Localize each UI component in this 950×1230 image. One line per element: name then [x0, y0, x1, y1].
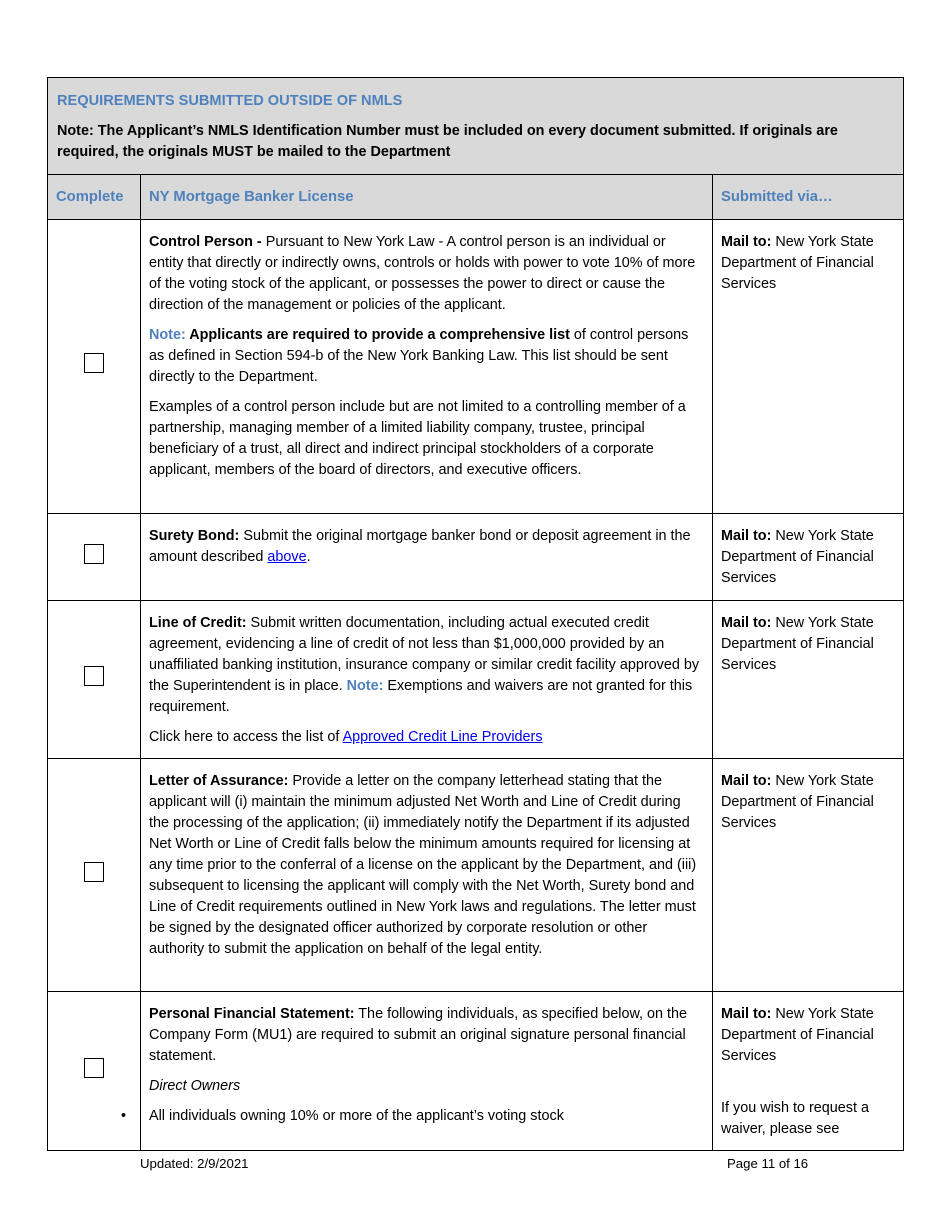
- line-of-credit-body: Submit written documentation, including actual executed credit agreement, evidencing a line of credit of not less than $1,000,000 provided by an unaffiliated banking institution, insurance company or similar credit facility approved by the Superintendent is in place.: [149, 615, 700, 694]
- requirements-document: [47, 77, 903, 1151]
- description-cell: [141, 220, 713, 514]
- header-note: Note: The Applicant’s NMLS Identification Number must be included on every document submitted. If originals are required, the originals MUST be mailed to the Department: [57, 123, 838, 160]
- table-row-letter-of-assurance: [48, 759, 904, 992]
- mail-to-label: Mail to:: [721, 234, 772, 250]
- description-cell: [141, 992, 713, 1151]
- header-cell: [48, 78, 904, 175]
- mail-address: New York State Department of Financial Services: [721, 1006, 874, 1064]
- requirements-table: [47, 77, 904, 1151]
- submitted-via-cell: [713, 514, 904, 601]
- mail-to-line: [721, 1004, 895, 1067]
- surety-bond-checkbox[interactable]: [84, 544, 104, 564]
- mail-address: New York State Department of Financial Services: [721, 234, 874, 292]
- control-person-examples: Examples of a control person include but are not limited to a controlling member of a partnership, managing member of a limited liability company, trustee, principal beneficiary of a trust, all direct and indirect principal stockholders of a corporate applicant, members of the board of directors, and executive officers.: [149, 399, 686, 478]
- direct-owners-subhead: [149, 1076, 704, 1097]
- submitted-via-cell: [713, 220, 904, 514]
- surety-bond-title: Surety Bond:: [149, 528, 240, 544]
- section-title: REQUIREMENTS SUBMITTED OUTSIDE OF NMLS: [57, 93, 403, 109]
- mail-to-label: Mail to:: [721, 615, 772, 631]
- note-text: Exemptions and waivers are not granted for this requirement.: [149, 678, 693, 715]
- note-label: Note:: [346, 678, 384, 694]
- letter-of-assurance-text: [149, 771, 704, 960]
- approved-credit-line-providers-link[interactable]: Approved Credit Line Providers: [342, 729, 543, 745]
- column-header-complete: Complete: [48, 175, 141, 220]
- surety-bond-period: .: [306, 549, 311, 565]
- description-cell: [141, 601, 713, 759]
- column-header-row: [48, 175, 904, 220]
- note-emphasis: Applicants are required to provide a comprehensive list: [189, 327, 570, 343]
- complete-cell: [48, 759, 141, 992]
- personal-financial-statement-text: [149, 1004, 704, 1067]
- note-text: of control persons as defined in Section 594-b of the New York Banking Law. This list should be sent directly to the Department.: [149, 327, 689, 385]
- waiver-text: If you wish to request a waiver, please see: [721, 1100, 869, 1137]
- click-here-text: Click here to access the list of: [149, 729, 343, 745]
- table-row-line-of-credit: [48, 601, 904, 759]
- submitted-via-cell: [713, 992, 904, 1151]
- line-of-credit-text: [149, 613, 704, 718]
- table-row-control-person: [48, 220, 904, 514]
- control-person-intro: [149, 232, 704, 316]
- column-header-submitted: Submitted via…: [713, 175, 904, 220]
- mail-to-label: Mail to:: [721, 1006, 772, 1022]
- header-row: [48, 78, 904, 175]
- note-label: Note:: [149, 327, 190, 343]
- mail-to-label: Mail to:: [721, 528, 772, 544]
- mail-address: New York State Department of Financial Services: [721, 528, 874, 586]
- letter-of-assurance-title: Letter of Assurance:: [149, 773, 289, 789]
- submitted-via-cell: [713, 601, 904, 759]
- complete-cell: [48, 992, 141, 1151]
- line-of-credit-title: Line of Credit:: [149, 615, 247, 631]
- description-cell: [141, 759, 713, 992]
- complete-cell: [48, 601, 141, 759]
- control-person-definition: Pursuant to New York Law - A control person is an individual or entity that directly or indirectly owns, controls or holds with power to vote 10% of more of the voting stock of the applicant, or possesses the power to direct or cause the direction of the management or policies of the applicant.: [149, 234, 696, 313]
- footer-page-number: Page 11 of 16: [727, 1156, 809, 1171]
- control-person-title: Control Person -: [149, 234, 266, 250]
- letter-of-assurance-body: Provide a letter on the company letterhead stating that the applicant will (i) maintain the minimum adjusted Net Worth and Line of Credit during the processing of the application; (ii) immediately notify the Department if its adjusted Net Worth or Line of Credit falls below the minimum amounts required for licensing at any time prior to the conferral of a license on the applicant by the Department, and (iii) subsequent to licensing the applicant will comply with the Net Worth, Surety bond and Line of Credit requirements outlined in New York laws and regulations. The letter must be signed by the designated officer authorized by corporate resolution or other authority to submit the application on behalf of the legal entity.: [149, 773, 697, 957]
- direct-owners-label: Direct Owners: [149, 1078, 241, 1094]
- above-link[interactable]: above: [267, 549, 307, 565]
- mail-to-label: Mail to:: [721, 773, 772, 789]
- table-row-surety-bond: [48, 514, 904, 601]
- column-header-license: NY Mortgage Banker License: [141, 175, 713, 220]
- personal-financial-statement-checkbox[interactable]: [84, 1058, 104, 1078]
- mail-address: New York State Department of Financial Services: [721, 615, 874, 673]
- personal-financial-statement-body: The following individuals, as specified below, on the Company Form (MU1) are required to submit an original signature personal financial statement.: [149, 1006, 688, 1064]
- list-item: • All individuals owning 10% or more of the applicant’s voting stock: [149, 1106, 704, 1127]
- line-of-credit-checkbox[interactable]: [84, 666, 104, 686]
- control-person-checkbox[interactable]: [84, 353, 104, 373]
- surety-bond-text: [149, 526, 704, 568]
- submitted-via-cell: [713, 759, 904, 992]
- complete-cell: [48, 514, 141, 601]
- letter-of-assurance-checkbox[interactable]: [84, 862, 104, 882]
- table-row-personal-financial-statement: [48, 992, 904, 1151]
- footer-updated: Updated: 2/9/2021: [140, 1156, 249, 1171]
- credit-providers-line: [149, 727, 704, 748]
- description-cell: [141, 514, 713, 601]
- personal-financial-statement-title: Personal Financial Statement:: [149, 1006, 355, 1022]
- surety-bond-body: Submit the original mortgage banker bond or deposit agreement in the amount described: [149, 528, 691, 565]
- mail-address: New York State Department of Financial Services: [721, 773, 874, 831]
- complete-cell: [48, 220, 141, 514]
- control-person-note: [149, 325, 704, 388]
